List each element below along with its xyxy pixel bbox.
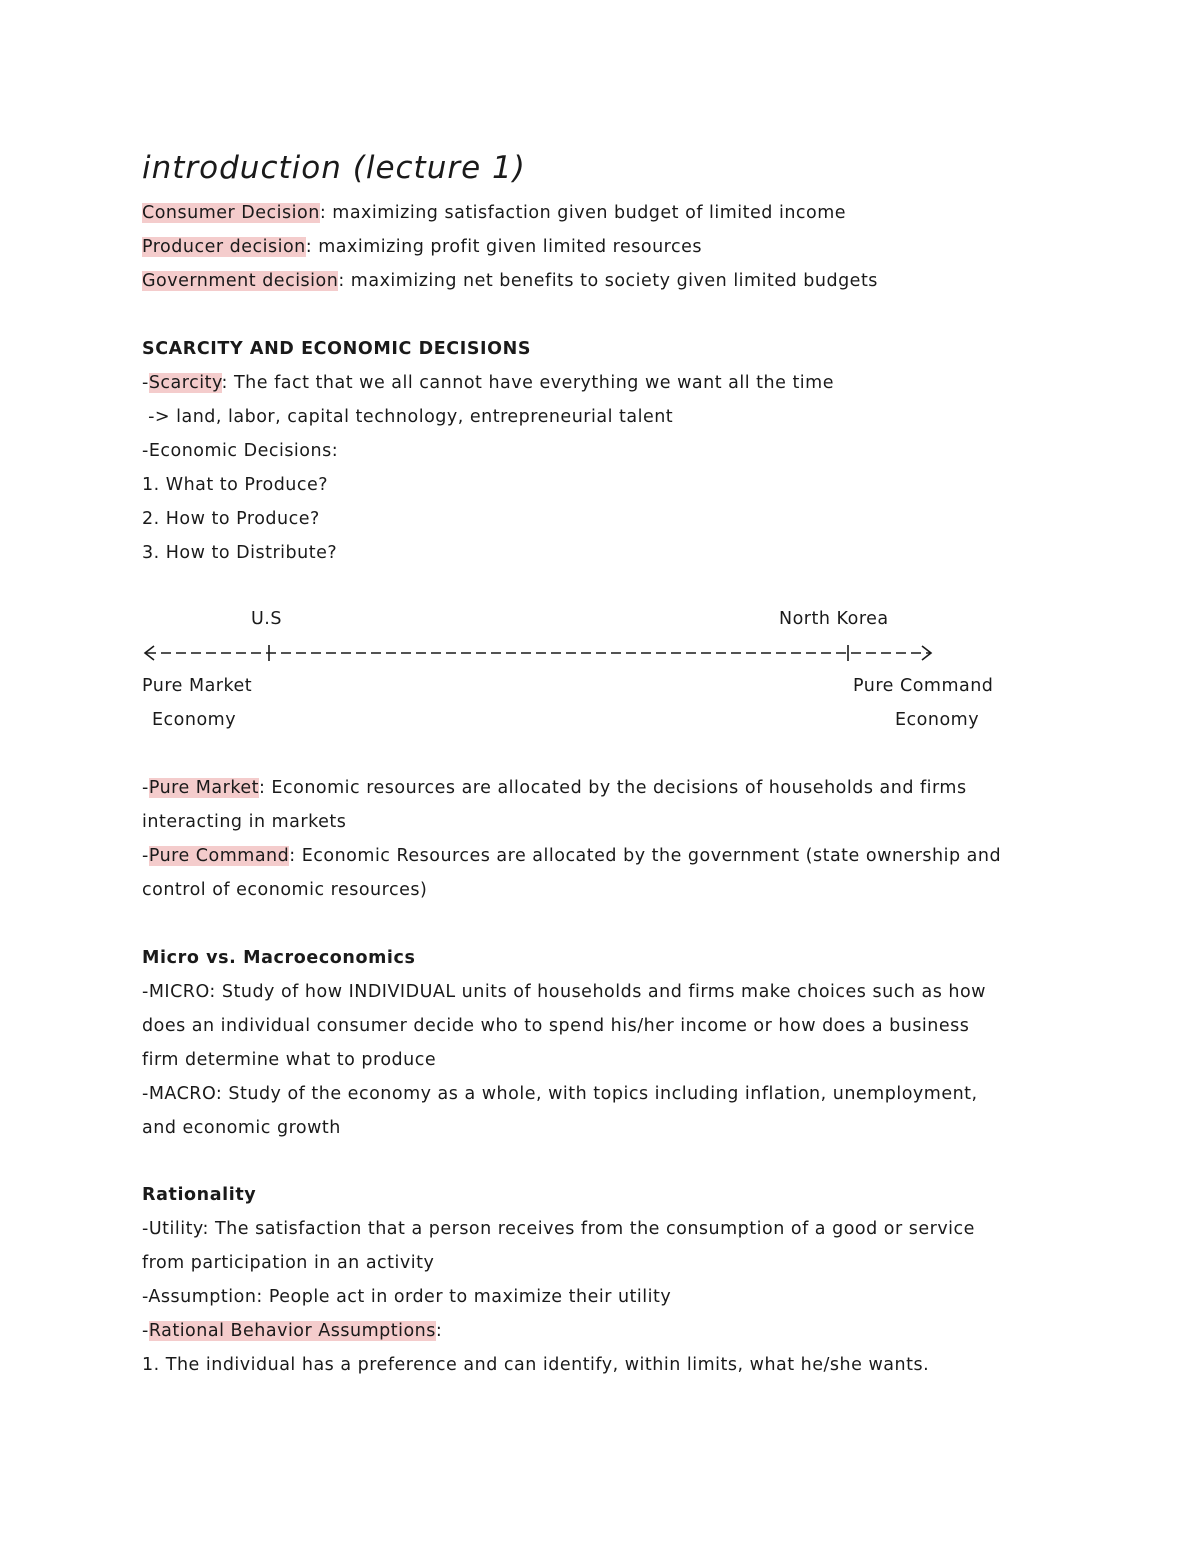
consumer-decision-line	[142, 201, 846, 225]
section-heading-micro-macro: Micro vs. Macroeconomics	[142, 948, 416, 968]
producer-decision-line	[142, 235, 702, 259]
pure-command-economy-label: Economy	[895, 710, 980, 730]
definition-text: : The fact that we all cannot have everything we want all the time	[221, 373, 834, 393]
section-heading-scarcity: SCARCITY AND ECONOMIC DECISIONS	[142, 339, 532, 359]
dash: -	[142, 1321, 149, 1341]
highlight-term: Rational Behavior Assumptions	[148, 1321, 436, 1341]
macro-line-1: -MACRO: Study of the economy as a whole, with topics including inflation, unemployment,	[142, 1084, 978, 1104]
utility-line-2: from participation in an activity	[142, 1253, 435, 1273]
micro-line-1: -MICRO: Study of how INDIVIDUAL units of households and firms make choices such as how	[142, 982, 986, 1002]
utility-line-1: -Utility: The satisfaction that a person receives from the consumption of a good or service	[142, 1219, 975, 1239]
scarcity-line	[142, 371, 834, 395]
micro-line-3: firm determine what to produce	[142, 1050, 437, 1070]
pure-market-label: Pure Market	[142, 676, 253, 696]
section-heading-rationality: Rationality	[142, 1185, 257, 1205]
definition-text: : maximizing profit given limited resources	[305, 237, 702, 257]
definition-text: : Economic resources are allocated by the decisions of households and firms	[258, 778, 967, 798]
page-title: introduction (lecture 1)	[142, 150, 526, 186]
highlight-term: Pure Command	[148, 846, 290, 866]
colon: :	[435, 1321, 443, 1341]
question-1: 1. What to Produce?	[142, 475, 329, 495]
pure-command-line	[142, 844, 1001, 868]
pure-market-line	[142, 776, 967, 800]
macro-line-2: and economic growth	[142, 1118, 341, 1138]
highlight-term: Consumer Decision	[142, 203, 320, 223]
definition-text: : maximizing net benefits to society given limited budgets	[338, 271, 878, 291]
question-3: 3. How to Distribute?	[142, 543, 338, 563]
pure-market-continued: interacting in markets	[142, 812, 347, 832]
preference-line: 1. The individual has a preference and can identify, within limits, what he/she wants.	[142, 1355, 930, 1375]
north-korea-label: North Korea	[779, 609, 889, 629]
pure-market-economy-label: Economy	[152, 710, 237, 730]
question-2: 2. How to Produce?	[142, 509, 320, 529]
pure-command-label: Pure Command	[853, 676, 994, 696]
economic-decisions-line: -Economic Decisions:	[142, 441, 339, 461]
highlight-term: Government decision	[142, 271, 339, 291]
definition-text: : Economic Resources are allocated by the government (state ownership and	[289, 846, 1002, 866]
dash: -	[142, 778, 149, 798]
assumption-line: -Assumption: People act in order to maximize their utility	[142, 1287, 672, 1307]
pure-command-continued: control of economic resources)	[142, 880, 428, 900]
highlight-term: Producer decision	[142, 237, 306, 257]
economy-spectrum-arrow	[142, 641, 934, 665]
dash: -	[142, 373, 149, 393]
us-label: U.S	[251, 609, 282, 629]
micro-line-2: does an individual consumer decide who to spend his/her income or how does a business	[142, 1016, 970, 1036]
highlight-term: Pure Market	[148, 778, 259, 798]
dash: -	[142, 846, 149, 866]
definition-text: : maximizing satisfaction given budget of limited income	[319, 203, 847, 223]
highlight-term: Scarcity	[148, 373, 222, 393]
government-decision-line	[142, 269, 878, 293]
resources-line: -> land, labor, capital technology, entrepreneurial talent	[142, 407, 674, 427]
rational-behavior-line	[142, 1319, 442, 1343]
